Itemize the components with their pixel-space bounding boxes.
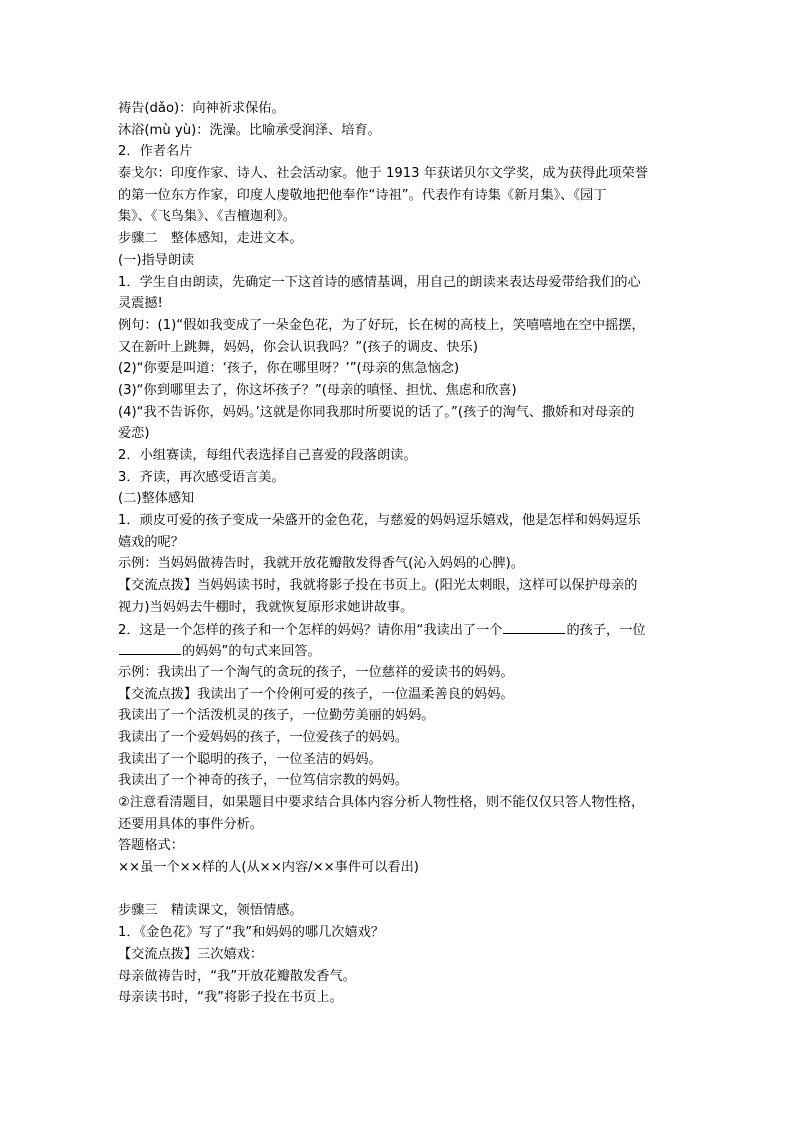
text-line: 我读出了一个爱妈妈的孩子，一位爱孩子的妈妈。 <box>118 729 409 745</box>
blank-spacer <box>118 879 684 901</box>
text-line: 3．齐读，再次感受语言美。 <box>118 469 285 485</box>
text-line: 视力)当妈妈去牛棚时，我就恢复原形求她讲故事。 <box>118 599 414 615</box>
section-heading: 2．作者名片 <box>118 144 193 160</box>
text-line: 又在新叶上跳舞，妈妈，你会认识我吗？”(孩子的调皮、快乐) <box>118 339 478 355</box>
text-line: 例句：(1)“假如我变成了一朵金色花，为了好玩，长在树的高枝上，笑嘻嘻地在空中摇摆， <box>118 317 645 333</box>
text-line: 【交流点拨】三次嬉戏： <box>118 946 264 962</box>
question-text: 2．这是一个怎样的孩子和一个怎样的妈妈？请你用“我读出了一个 <box>118 622 503 638</box>
text-line: 1．顽皮可爱的孩子变成一朵盛开的金色花，与慈爱的妈妈逗乐嬉戏，他是怎样和妈妈逗乐 <box>118 513 641 529</box>
text-line: 还要用具体的事件分析。 <box>118 816 264 832</box>
section-heading: 步骤二 整体感知，走进文本。 <box>118 231 303 247</box>
section-heading: 步骤三 精读课文，领悟情感。 <box>118 903 303 919</box>
text-line: ××虽一个××样的人(从××内容/××事件可以看出) <box>118 860 419 876</box>
text-line: (2)“你要是叫道：‘孩子，你在哪里呀？’”(母亲的焦急恼念) <box>118 361 460 377</box>
text-line: 灵震撼! <box>118 296 163 312</box>
text-line: 的第一位东方作家，印度人虔敬地把他奉作“诗祖”。代表作有诗集《新月集》、《园丁 <box>118 187 607 203</box>
question-line <box>118 619 684 641</box>
text-line: 1．学生自由朗读，先确定一下这首诗的感情基调，用自己的朗读来表达母爱带给我们的心 <box>118 274 641 290</box>
text-line: ②注意看清题目，如果题目中要求结合具体内容分析人物性格，则不能仅仅只答人物性格， <box>118 795 645 810</box>
text-line: 答题格式： <box>118 838 184 854</box>
question-line <box>118 640 684 662</box>
text-line: 我读出了一个活泼机灵的孩子，一位勤劳美丽的妈妈。 <box>118 708 435 724</box>
text-line: 我读出了一个聪明的孩子，一位圣洁的妈妈。 <box>118 751 382 767</box>
text-line: 集》、《飞鸟集》、《吉檀迦利》。 <box>118 209 296 225</box>
text-line: 示例：我读出了一个淘气的贪玩的孩子，一位慈祥的爱读书的妈妈。 <box>118 664 514 680</box>
text-line: 母亲做祷告时，“我”开放花瓣散发香气。 <box>118 968 356 984</box>
text-line: 嬉戏的呢？ <box>118 534 184 550</box>
document-body <box>118 98 684 1009</box>
text-line: 【交流点拨】当妈妈读书时，我就将影子投在书页上。(阳光太刺眼，这样可以保护母亲的 <box>118 578 638 594</box>
text-line: 2．小组赛读，每组代表选择自己喜爱的段落朗读。 <box>118 448 417 463</box>
text-line: 【交流点拨】我读出了一个伶俐可爱的孩子，一位温柔善良的妈妈。 <box>118 686 514 702</box>
question-text: 的孩子，一位 <box>566 622 646 638</box>
text-line: 爱恋) <box>118 426 150 442</box>
text-line: (3)“你到哪里去了，你这坏孩子？”(母亲的嗔怪、担忧、焦虑和欣喜) <box>118 382 517 398</box>
text-line: (4)“我不告诉你，妈妈。’这就是你同我那时所要说的话了。”(孩子的淘气、撒娇和对母亲的 <box>118 404 635 420</box>
text-line: 母亲读书时，“我”将影子投在书页上。 <box>118 990 343 1006</box>
text-line: 沐浴(mù yù)：洗澡。比喻承受润泽、培育。 <box>118 122 381 138</box>
text-line: 泰戈尔：印度作家、诗人、社会活动家。他于 1913 年获诺贝尔文学奖，成为获得此项荣誉 <box>118 166 648 182</box>
section-heading: (一)指导朗读 <box>118 252 195 268</box>
text-line: 祷告(dǎo)：向神祈求保佑。 <box>118 101 285 116</box>
fill-blank <box>119 640 181 655</box>
question-text: 的妈妈”的句式来回答。 <box>182 644 321 660</box>
section-heading: (二)整体感知 <box>118 491 195 507</box>
text-line: 示例：当妈妈做祷告时，我就开放花瓣散发得香气(沁入妈妈的心脾)。 <box>118 556 524 572</box>
text-line: 我读出了一个神奇的孩子，一位笃信宗教的妈妈。 <box>118 773 409 789</box>
text-line: 1．《金色花》写了“我”和妈妈的哪几次嬉戏？ <box>118 925 385 941</box>
fill-blank <box>503 619 565 634</box>
